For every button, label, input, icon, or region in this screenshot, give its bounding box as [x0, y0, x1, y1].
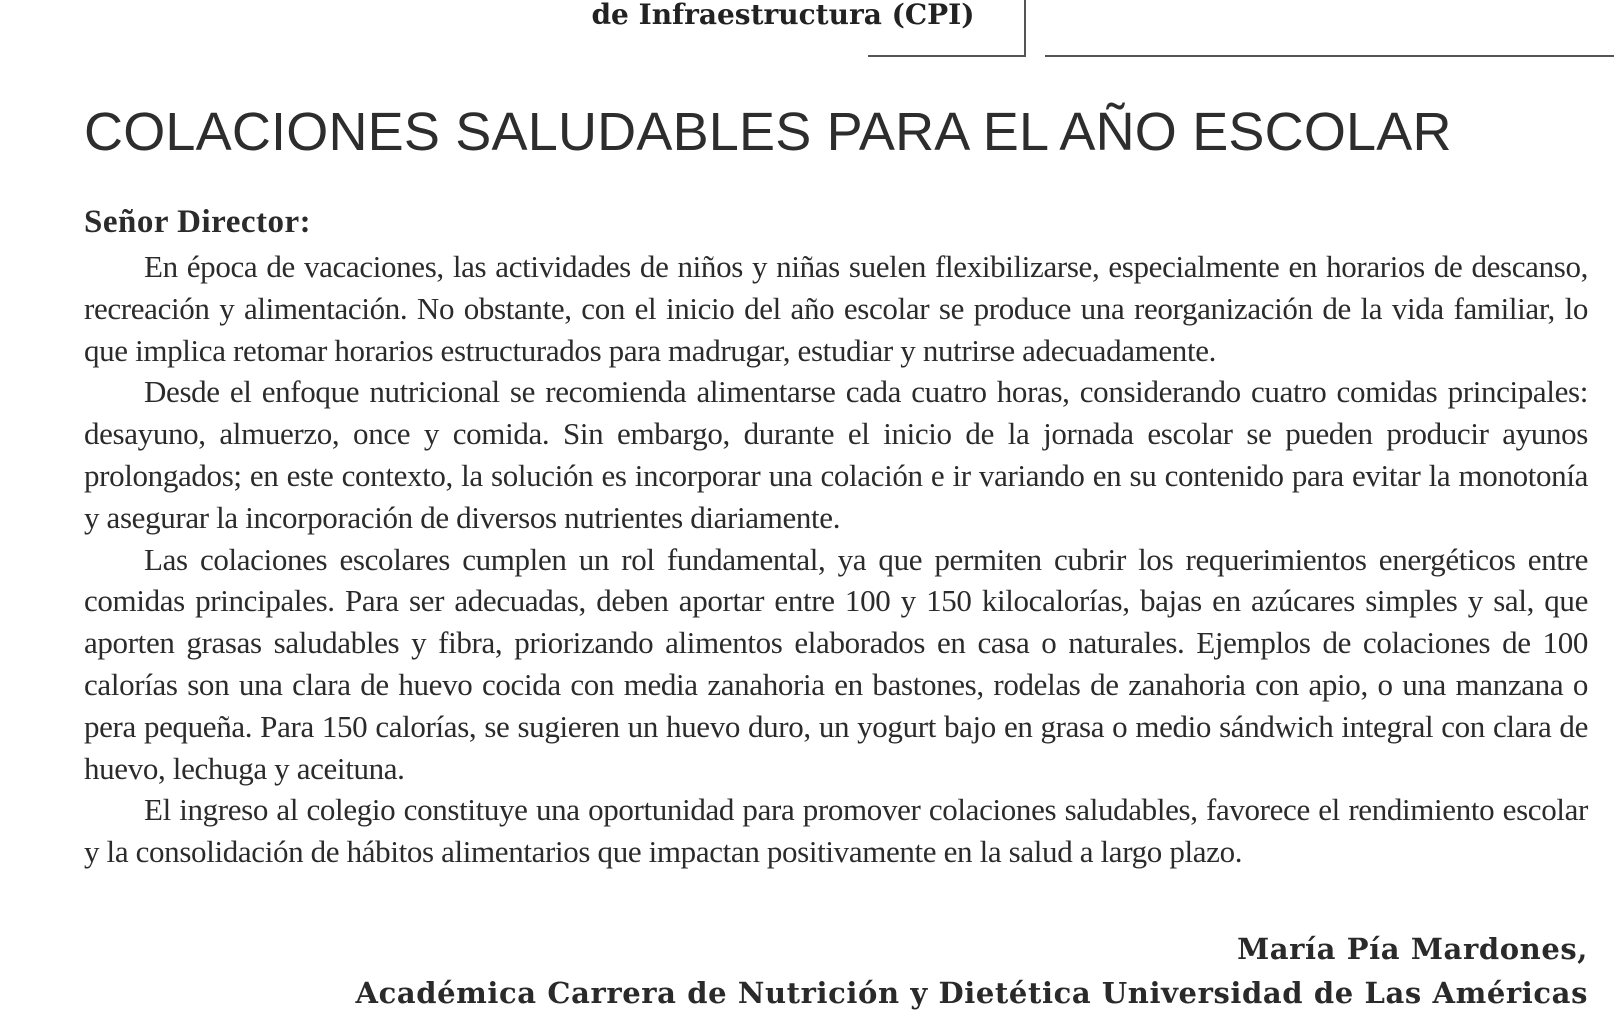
paragraph: Desde el enfoque nutricional se recomienda alimentarse cada cuatro horas, considerando cuatro comidas principales: desayuno, almuerzo, once y comida. Sin embargo, durante el inicio de la jornada escolar se pueden producir ayunos prolongados; en este contexto, la solución es incorporar una colación e ir variando en su contenido para evitar la monotonía y asegurar la incorporación de diversos nutrientes diariamente. [84, 374, 1588, 535]
paragraph: En época de vacaciones, las actividades de niños y niñas suelen flexibilizarse, especialmente en horarios de descanso, recreación y alimentación. No obstante, con el inicio del año escolar se produce una reorganización de la vida familiar, lo que implica retomar horarios estructurados para madrugar, estudiar y nutrirse adecuadamente. [84, 249, 1588, 368]
author-affiliation: Académica Carrera de Nutrición y Dietética Universidad de Las Américas [355, 976, 1588, 1010]
section-rule [1045, 55, 1614, 57]
previous-article-heading: de Infraestructura (CPI) [591, 0, 975, 31]
section-rule [868, 55, 1026, 57]
author-name: María Pía Mardones, [1237, 932, 1588, 966]
letter-body [84, 200, 1588, 873]
paragraph: Las colaciones escolares cumplen un rol fundamental, ya que permiten cubrir los requerimientos energéticos entre comidas principales. Para ser adecuadas, deben aportar entre 100 y 150 kilocalorías, bajas en azúcares simples y sal, que aporten grasas saludables y fibra, priorizando alimentos elaborados en casa o naturales. Ejemplos de colaciones de 100 calorías son una clara de huevo cocida con media zanahoria en bastones, rodelas de zanahoria con apio, o una manzana o pera pequeña. Para 150 calorías, se sugieren un huevo duro, un yogurt bajo en grasa o medio sándwich integral con clara de huevo, lechuga y aceituna. [84, 541, 1588, 786]
column-divider [1024, 0, 1026, 56]
paragraph: El ingreso al colegio constituye una oportunidad para promover colaciones saludables, favorece el rendimiento escolar y la consolidación de hábitos alimentarios que impactan positivamente en la salud a largo plazo. [84, 792, 1588, 870]
signature-block [355, 927, 1588, 1015]
article-headline: COLACIONES SALUDABLES PARA EL AÑO ESCOLAR [84, 102, 1452, 162]
salutation: Señor Director: [84, 204, 312, 240]
